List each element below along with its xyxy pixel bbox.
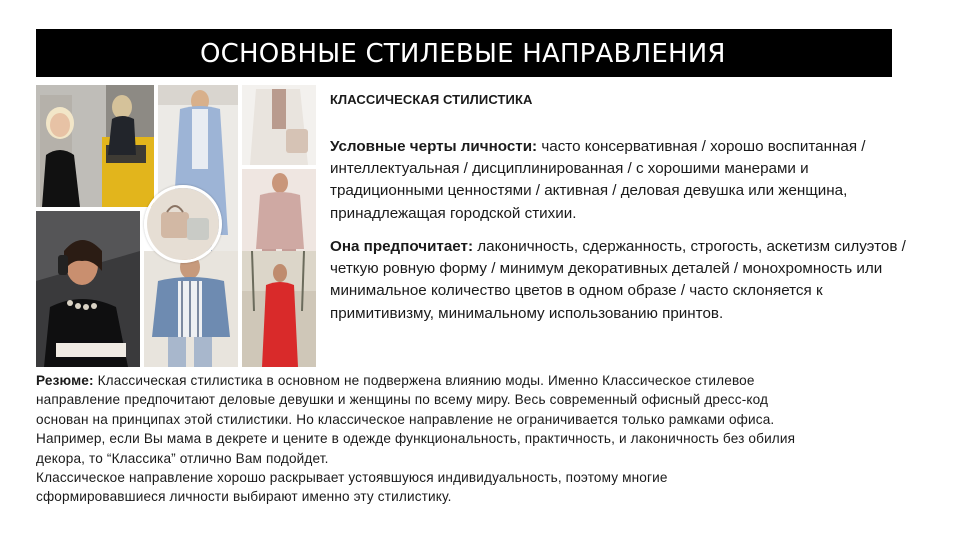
photo-white-coat [242, 85, 316, 165]
resume-line: декора, то “Классика” отлично Вам подойдет. [36, 450, 329, 466]
traits-label: Условные черты личности: [330, 138, 538, 155]
resume-line: сформировавшиеся личности выбирают именно эту стилистику. [36, 489, 452, 505]
photo-denim-jacket [144, 251, 238, 367]
photo-red-jumpsuit [242, 251, 316, 367]
section-heading: КЛАССИЧЕСКАЯ СТИЛИСТИКА [330, 92, 533, 107]
prefers-label: Она предпочитает: [330, 238, 474, 255]
title-bar [36, 29, 892, 77]
traits-paragraph [330, 136, 925, 225]
resume-line: основан на принципах этой стилистики. Но классическое направление не ограничивается только рамками офиса. [36, 411, 775, 427]
prefers-text: лаконичность, сдержанность, строгость, аскетизм силуэтов / четкую ровную форму / минимум декоративных деталей / монохромность или минимальное количество цветов в одном образе / часто склоняется к примитивизму, минимальному использованию принтов. [330, 238, 906, 322]
style-description [330, 92, 930, 322]
page-title: ОСНОВНЫЕ СТИЛЕВЫЕ НАПРАВЛЕНИЯ [200, 39, 726, 69]
photo-woman-phone [36, 211, 140, 367]
photo-woman-taxi [36, 85, 154, 207]
resume-text: Классическая стилистика в основном не подвержена влиянию моды. Именно Классическое стилевое [97, 373, 755, 388]
resume-line: Классическое направление хорошо раскрывает устоявшуюся индивидуальность, поэтому многие [36, 470, 668, 486]
resume-block [36, 371, 926, 507]
traits-text: часто консервативная / хорошо воспитанная / интеллектуальная / дисциплинированная / с хорошими манерами и традиционными ценностями / активная / деловая девушка или женщина, принадлежащая городской стихии. [330, 138, 866, 222]
resume-line: направление предпочитают деловые девушки и женщины по всему миру. Весь современный офисный дресс-код [36, 392, 769, 408]
style-collage [36, 85, 316, 367]
resume-line [36, 371, 926, 390]
photo-handbags-circle [144, 185, 222, 263]
resume-label: Резюме: [36, 373, 94, 388]
prefers-paragraph [330, 236, 925, 325]
resume-line: Например, если Вы мама в декрете и цените в одежде функциональность, практичность, и лаконичность без обилия [36, 431, 796, 447]
